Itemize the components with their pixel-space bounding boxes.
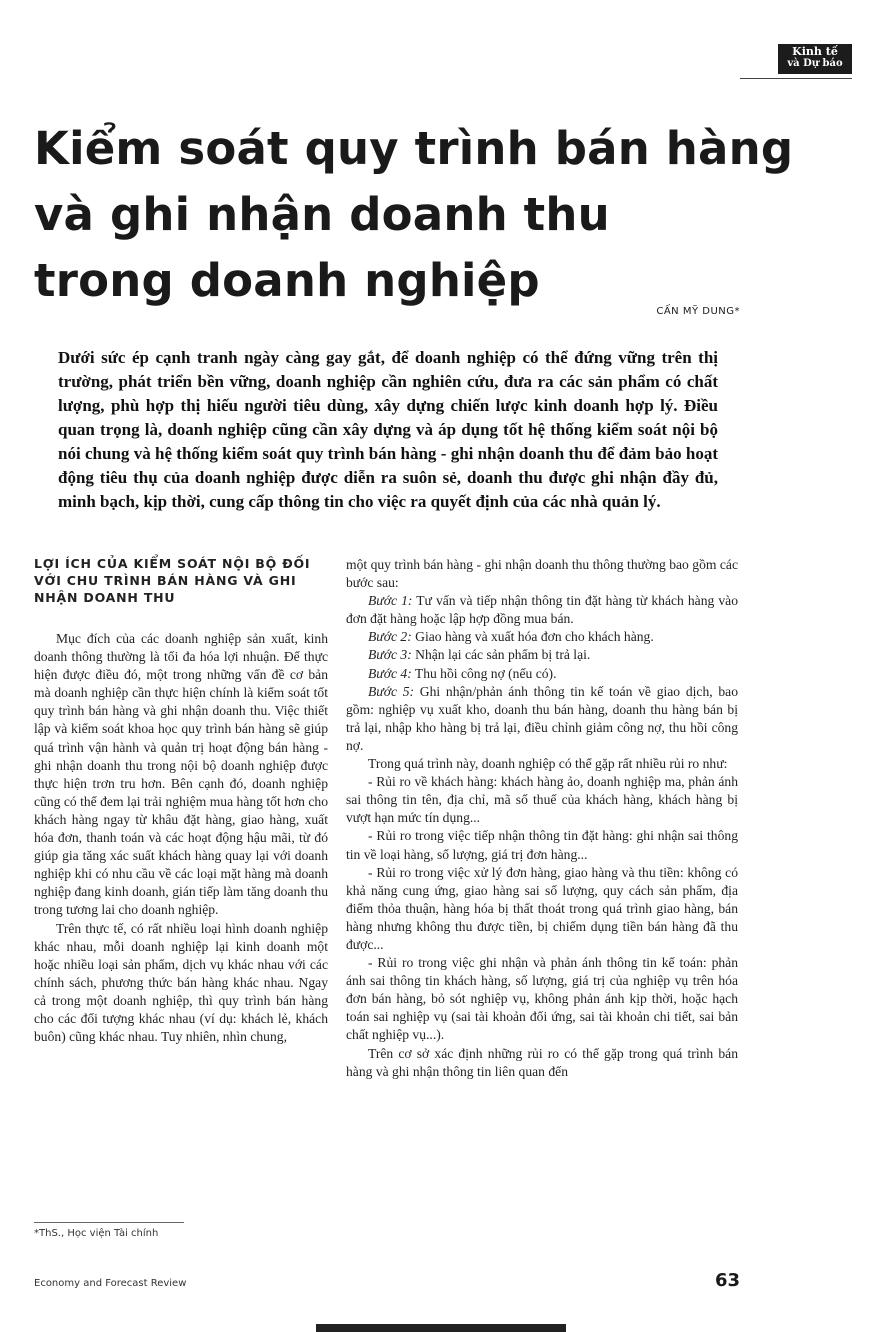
body-paragraph: Trên thực tế, có rất nhiều loại hình doanh nghiệp khác nhau, mỗi doanh nghiệp lại kinh doanh một hoặc nhiều loại sản phẩm, dịch vụ khác nhau với các chính sách, phương thức bán hàng khác nhau. Ngay cả trong một doanh nghiệp, thì quy trình bán hàng cho các đối tượng khác nhau (ví dụ: khách lẻ, khách buôn) cũng khác nhau. Tuy nhiên, nhìn chung,	[34, 920, 328, 1045]
step-label: Bước 2:	[368, 629, 412, 645]
header-rule	[740, 78, 852, 79]
body-paragraph: Trên cơ sở xác định những rủi ro có thể gặp trong quá trình bán hàng và ghi nhận thông tin liên quan đến	[346, 1045, 738, 1079]
page-number: 63	[714, 1270, 740, 1291]
step-item	[346, 665, 738, 683]
step-text: Ghi nhận/phản ánh thông tin kế toán về giao dịch, bao gồm: nghiệp vụ xuất kho, doanh thu bán hàng, doanh thu hàng bán bị trả lại, nhập kho hàng bị trả lại, điều chỉnh giảm công nợ, thu hồi công nợ.	[346, 683, 738, 753]
risk-item: - Rủi ro trong việc xử lý đơn hàng, giao hàng và thu tiền: không có khả năng cung ứng, giao hàng sai số lượng, quy cách sản phẩm, địa điểm thỏa thuận, hàng hóa bị thất thoát trong quá trình giao hàng, bán hàng nhưng không thu được tiền, bị chiếm dụng tiền bán hàng đã thu được...	[346, 864, 738, 952]
body-paragraph: một quy trình bán hàng - ghi nhận doanh thu thông thường bao gồm các bước sau:	[346, 557, 738, 591]
step-item	[346, 683, 738, 755]
article-title	[34, 116, 794, 314]
section-tag	[778, 44, 852, 74]
section-tag-line2: và Dự báo	[787, 58, 843, 69]
footnote-rule	[34, 1222, 184, 1223]
step-text: Thu hồi công nợ (nếu có).	[411, 665, 557, 681]
step-item	[346, 592, 738, 628]
section-heading: LỢI ÍCH CỦA KIỂM SOÁT NỘI BỘ ĐỐI VỚI CHU TRÌNH BÁN HÀNG VÀ GHI NHẬN DOANH THU	[34, 556, 311, 605]
step-item	[346, 628, 738, 646]
risk-item: - Rủi ro trong việc tiếp nhận thông tin đặt hàng: ghi nhận sai thông tin về loại hàng, số lượng, giá trị đơn hàng...	[346, 828, 738, 862]
section-tag-line1: Kinh tế	[792, 45, 838, 58]
lead-paragraph: Dưới sức ép cạnh tranh ngày càng gay gắt, để doanh nghiệp có thể đứng vững trên thị trường, phát triển bền vững, doanh nghiệp cần nghiên cứu, đưa ra các sản phẩm có chất lượng, phù hợp thị hiếu người tiêu dùng, xây dựng chiến lược kinh doanh hợp lý. Điều quan trọng là, doanh nghiệp cũng cần xây dựng và áp dụng tốt hệ thống kiểm soát nội bộ nói chung và hệ thống kiểm soát quy trình bán hàng - ghi nhận doanh thu để đảm bảo hoạt động tiêu thụ của doanh nghiệp được diễn ra suôn sẻ, doanh thu được ghi nhận đầy đủ, minh bạch, kịp thời, cung cấp thông tin cho việc ra quyết định của các nhà quản lý.	[58, 348, 718, 511]
step-label: Bước 1:	[368, 593, 413, 609]
author-byline: CẤN MỸ DUNG*	[656, 306, 740, 317]
step-label: Bước 3:	[368, 647, 412, 663]
footnote: *ThS., Học viện Tài chính	[34, 1228, 159, 1239]
title-line-3: trong doanh nghiệp	[34, 254, 540, 307]
right-column	[346, 556, 738, 1081]
title-line-2: và ghi nhận doanh thu	[34, 188, 610, 241]
title-line-1: Kiểm soát quy trình bán hàng	[34, 122, 794, 175]
step-text: Nhận lại các sản phẩm bị trả lại.	[411, 647, 591, 663]
left-column	[34, 555, 328, 1046]
risk-item: - Rủi ro trong việc ghi nhận và phản ánh thông tin kế toán: phản ánh sai thông tin khách hàng, số lượng, giá trị của nghiệp vụ trên hóa đơn bán hàng, bỏ sót nghiệp vụ, không phản ánh kịp thời, hoặc hạch toán sai nghiệp vụ (sai tài khoản đối ứng, sai tài khoản chi tiết, sai bản chất nghiệp vụ...).	[346, 955, 738, 1043]
step-item	[346, 646, 738, 664]
risk-item: - Rủi ro về khách hàng: khách hàng ảo, doanh nghiệp ma, phản ánh sai thông tin tên, địa chỉ, mã số thuế của khách hàng, khách hàng bị vượt hạn mức tín dụng...	[346, 774, 738, 826]
body-paragraph: Mục đích của các doanh nghiệp sản xuất, kinh doanh thông thường là tối đa hóa lợi nhuận. Để thực hiện được điều đó, một trong những vấn đề cơ bản mà doanh nghiệp cần thực hiện chính là kiểm soát tốt quy trình bán hàng và ghi nhận doanh thu. Việc thiết lập và kiểm soát khoa học quy trình bán hàng sẽ giúp quá trình vận hành và quản trị hoạt động bán hàng - ghi nhận doanh thu trong nội bộ doanh nghiệp được thực hiện trơn tru hơn. Bên cạnh đó, doanh nghiệp cũng có thể đem lại trải nghiệm mua hàng tốt hơn cho khách hàng ngay từ khâu đặt hàng, giao hàng, xuất hóa đơn, thanh toán và các hoạt động hậu mãi, từ đó giúp gia tăng xác suất khách hàng quay lại với doanh nghiệp khi có nhu cầu về các loại mặt hàng mà doanh nghiệp đang kinh doanh, gián tiếp làm tăng doanh thu trong tương lai cho doanh nghiệp.	[34, 631, 328, 918]
bottom-bar	[316, 1324, 566, 1332]
step-label: Bước 5:	[368, 683, 415, 699]
journal-name: Economy and Forecast Review	[34, 1278, 187, 1289]
step-label: Bước 4:	[368, 665, 412, 681]
body-paragraph: Trong quá trình này, doanh nghiệp có thể gặp rất nhiều rủi ro như:	[368, 756, 728, 772]
step-text: Giao hàng và xuất hóa đơn cho khách hàng.	[411, 629, 654, 645]
step-text: Tư vấn và tiếp nhận thông tin đặt hàng từ khách hàng vào đơn đặt hàng hoặc lập hợp đồng mua bán.	[346, 593, 738, 627]
